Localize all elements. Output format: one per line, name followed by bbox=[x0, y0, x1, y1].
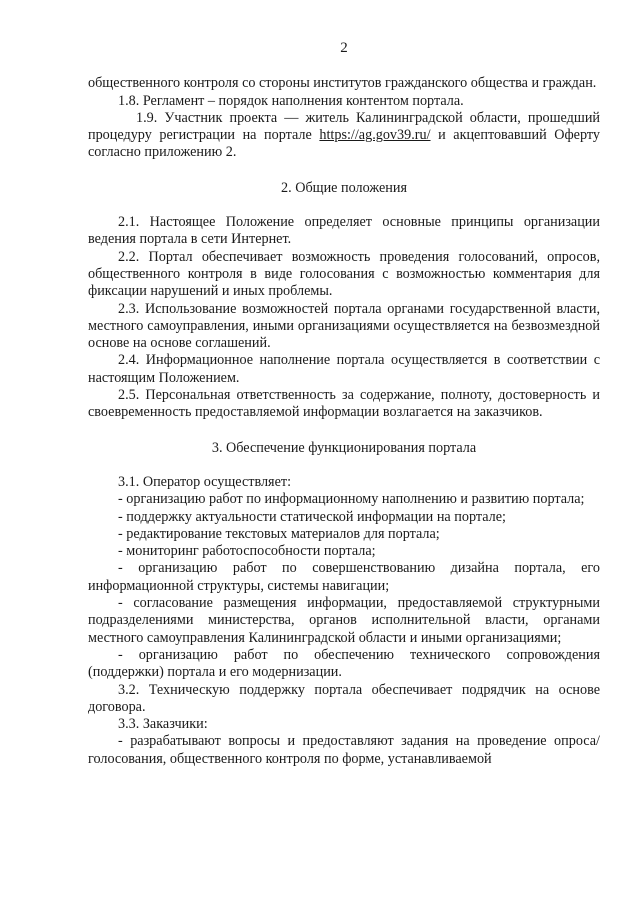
paragraph-1-9-tail: и акцептовавший Оферту согласно приложению 2. bbox=[88, 127, 600, 161]
list-item: - согласование размещения информации, предоставляемой структурными подразделениями министерства, органов исполнительной власти, органами местного самоуправления Калининградской области и иными организациями; bbox=[88, 595, 600, 646]
paragraph-1-9-text: 1.9. Участник проекта — житель Калининградской области, прошедший процедуру регистрации на портале bbox=[88, 109, 600, 144]
paragraph-2-2: 2.2. Портал обеспечивает возможность проведения голосований, опросов, общественного контроля в виде голосования с возможностью комментария для фиксации нарушений и иных проблемы. bbox=[88, 248, 600, 300]
page-number: 2 bbox=[340, 40, 348, 56]
paragraph-1-8: 1.8. Регламент – порядок наполнения контентом портала. bbox=[118, 92, 464, 109]
list-item: - разрабатывают вопросы и предоставляют задания на проведение опроса/голосования, общественного контроля по форме, устанавливаемой bbox=[88, 733, 600, 767]
section-3-heading: 3. Обеспечение функционирования портала bbox=[211, 439, 477, 456]
paragraph-3-2: 3.2. Техническую поддержку портала обеспечивает подрядчик на основе договора. bbox=[88, 681, 600, 715]
paragraph-2-3: 2.3. Использование возможностей портала органами государственной власти, местного самоуправления, иными организациями осуществляется на безвозмездной основе на основе соглашений. bbox=[88, 300, 600, 352]
paragraph-3-3: 3.3. Заказчики: bbox=[118, 716, 208, 733]
paragraph-1-9 bbox=[88, 110, 600, 162]
list-item: - организацию работ по обеспечению технического сопровождения (поддержки) портала и его модернизации. bbox=[88, 646, 600, 681]
section-2-heading: 2. Общие положения bbox=[281, 179, 407, 196]
paragraph-3-1: 3.1. Оператор осуществляет: bbox=[118, 473, 292, 490]
paragraph-continuation: общественного контроля со стороны институтов гражданского общества и граждан. bbox=[88, 75, 597, 92]
paragraph-2-5: 2.5. Персональная ответственность за содержание, полноту, достоверность и своевременность предоставляемой информации возлагается на заказчиков. bbox=[88, 387, 600, 421]
paragraph-2-1: 2.1. Настоящее Положение определяет основные принципы организации ведения портала в сети Интернет. bbox=[88, 214, 600, 248]
list-item: - мониторинг работоспособности портала; bbox=[118, 543, 376, 560]
list-item: - поддержку актуальности статической информации на портале; bbox=[118, 508, 506, 525]
paragraph-2-4: 2.4. Информационное наполнение портала осуществляется в соответствии с настоящим Положением. bbox=[88, 352, 600, 386]
portal-link[interactable]: https://ag.gov39.ru/ bbox=[319, 127, 431, 144]
list-item: - организацию работ по информационному наполнению и развитию портала; bbox=[118, 491, 585, 508]
list-item: - редактирование текстовых материалов для портала; bbox=[118, 525, 440, 542]
list-item: - организацию работ по совершенствованию дизайна портала, его информационной структуры, системы навигации; bbox=[88, 560, 600, 594]
